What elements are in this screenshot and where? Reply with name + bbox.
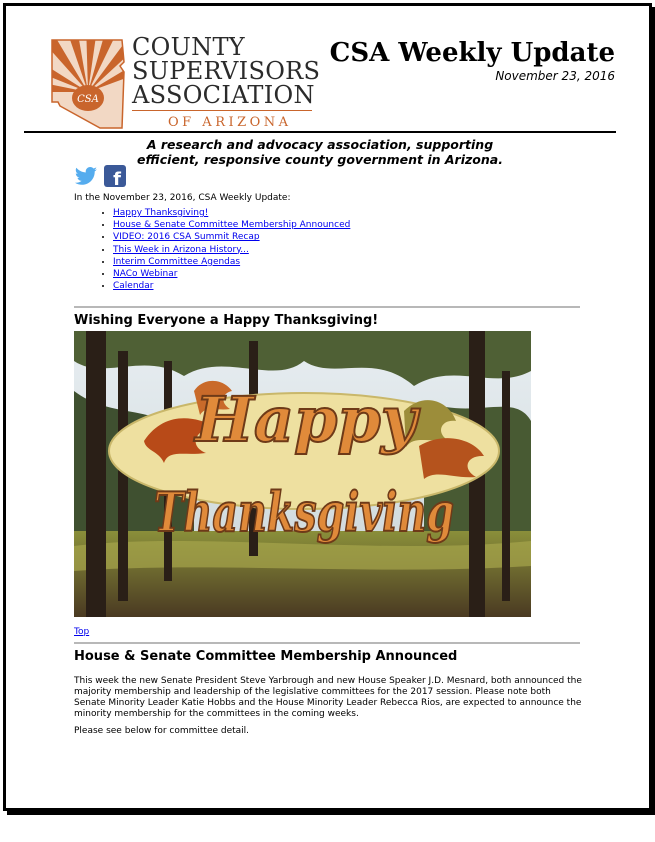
list-item bbox=[113, 207, 350, 219]
toc-link-arizona-history[interactable]: This Week in Arizona History... bbox=[113, 244, 249, 255]
list-item bbox=[113, 256, 350, 268]
list-item bbox=[113, 219, 350, 231]
list-item bbox=[113, 231, 350, 243]
logo-line-association: ASSOCIATION bbox=[132, 81, 315, 109]
toc-link-naco-webinar[interactable]: NACo Webinar bbox=[113, 269, 178, 280]
header-rule bbox=[24, 131, 616, 133]
logo-line-of-arizona: OF ARIZONA bbox=[168, 115, 292, 130]
toc-link-calendar[interactable]: Calendar bbox=[113, 281, 154, 292]
logo-badge-text: CSA bbox=[77, 94, 99, 105]
back-to-top-link[interactable]: Top bbox=[74, 627, 90, 637]
list-item bbox=[113, 280, 350, 292]
logo-line-supervisors: SUPERVISORS bbox=[132, 57, 321, 85]
intro-text: In the November 23, 2016, CSA Weekly Update: bbox=[74, 193, 291, 203]
tagline-line-2: efficient, responsive county government in Arizona. bbox=[137, 152, 503, 167]
logo-line-county: COUNTY bbox=[132, 33, 245, 61]
committee-paragraph: This week the new Senate President Steve Yarbrough and new House Speaker J.D. Mesnard, both announced the majority membership and leadership of the legislative committees for the 2017 session. Please note both Senate Minority Leader Katie Hobbs and the House Minority Leader Rebecca Rios, are expected to announce the minority membership for the committees in the coming weeks. bbox=[74, 676, 582, 719]
page-title: CSA Weekly Update bbox=[329, 38, 615, 68]
tagline-line-1: A research and advocacy association, supporting bbox=[146, 137, 494, 152]
tagline bbox=[30, 137, 610, 167]
logo-divider bbox=[132, 110, 312, 111]
toc-link-committee-membership[interactable]: House & Senate Committee Membership Announced bbox=[113, 220, 351, 231]
section-heading-committee: House & Senate Committee Membership Announced bbox=[74, 649, 458, 664]
toc-link-happy-thanksgiving[interactable]: Happy Thanksgiving! bbox=[113, 208, 209, 218]
list-item bbox=[113, 244, 350, 256]
toc-list bbox=[74, 207, 350, 292]
arizona-sunburst-icon bbox=[48, 32, 132, 130]
thanksgiving-image bbox=[74, 331, 531, 617]
social-links bbox=[74, 164, 127, 190]
facebook-icon[interactable] bbox=[103, 164, 127, 188]
section-heading-thanksgiving: Wishing Everyone a Happy Thanksgiving! bbox=[74, 313, 379, 328]
toc-link-summit-recap[interactable]: VIDEO: 2016 CSA Summit Recap bbox=[113, 232, 260, 243]
committee-detail-note: Please see below for committee detail. bbox=[74, 726, 250, 736]
twitter-icon[interactable] bbox=[74, 164, 98, 188]
image-text-thanksgiving: Thanksgiving bbox=[154, 480, 454, 544]
issue-date: November 23, 2016 bbox=[495, 69, 615, 83]
section-divider bbox=[74, 642, 580, 644]
image-text-happy: Happy bbox=[195, 383, 417, 456]
list-item bbox=[113, 268, 350, 280]
csa-logo bbox=[48, 32, 321, 130]
section-divider bbox=[74, 306, 580, 308]
toc-link-interim-agendas[interactable]: Interim Committee Agendas bbox=[113, 256, 241, 267]
facebook-glyph: f bbox=[113, 169, 122, 188]
